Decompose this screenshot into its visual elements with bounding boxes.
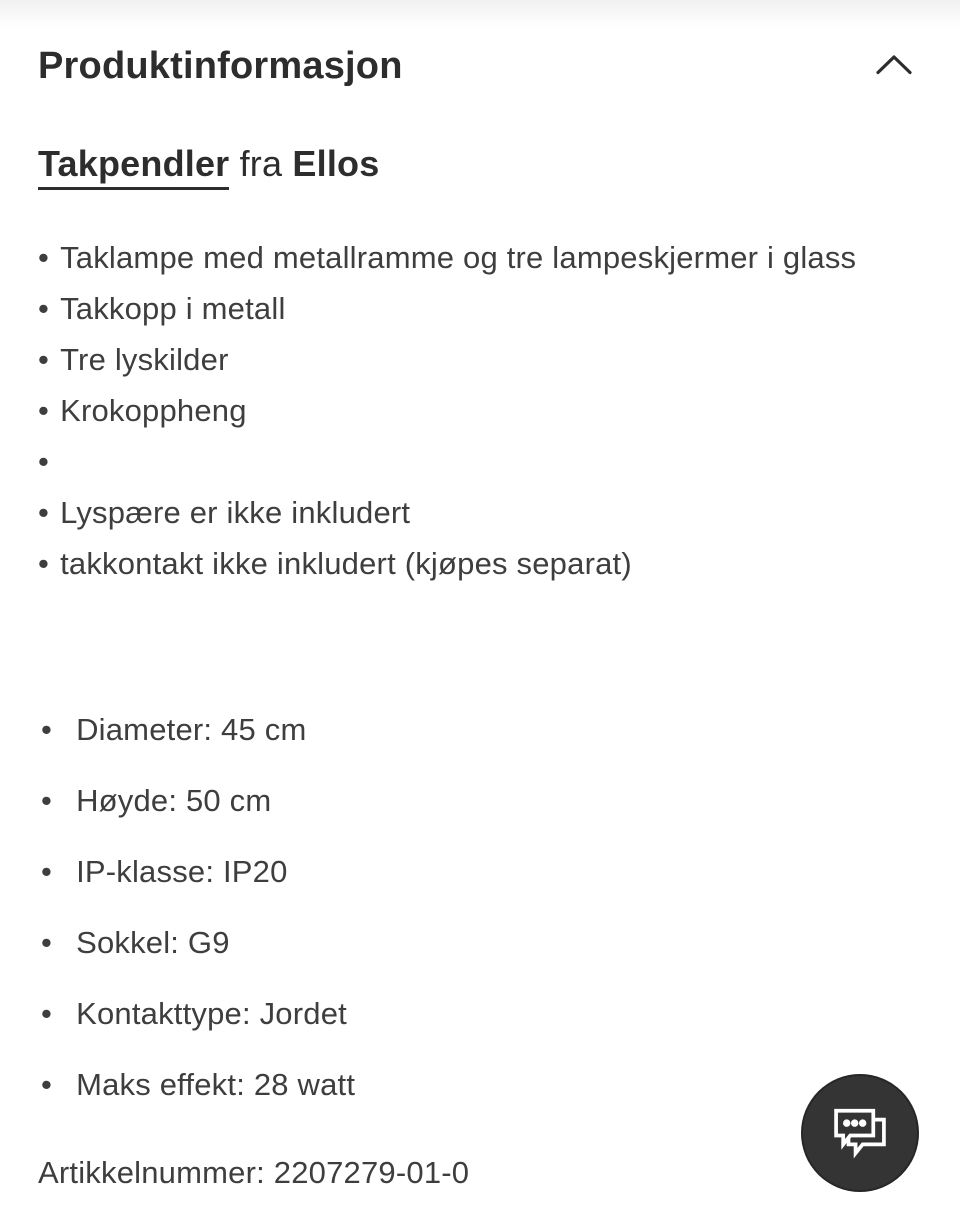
feature-item: • Lyspære er ikke inkludert (38, 487, 918, 538)
spec-item-ip-class: • IP-klasse: IP20 (38, 836, 918, 907)
spec-item-diameter: • Diameter: 45 cm (38, 694, 918, 765)
spec-list (38, 694, 918, 1120)
chat-bubbles-icon (829, 1103, 891, 1164)
article-number-label: Artikkelnummer: (38, 1155, 265, 1190)
spec-item-contact-type: • Kontakttype: Jordet (38, 978, 918, 1049)
feature-list (38, 232, 918, 589)
article-number-value: 2207279-01-0 (273, 1155, 470, 1190)
product-type-link[interactable]: Takpendler (38, 143, 229, 190)
chevron-up-icon[interactable] (876, 54, 912, 80)
feature-item: • Takkopp i metall (38, 283, 918, 334)
product-info-accordion-header[interactable] (38, 43, 916, 89)
top-shadow-fade (0, 0, 960, 30)
section-title: Produktinformasjon (38, 45, 403, 87)
feature-item: • Krokoppheng (38, 385, 918, 436)
chat-button[interactable] (801, 1074, 919, 1192)
brand-name: Ellos (292, 143, 380, 184)
article-number (38, 1153, 469, 1193)
spec-item-max-effect: • Maks effekt: 28 watt (38, 1049, 918, 1120)
spec-item-socket: • Sokkel: G9 (38, 907, 918, 978)
product-title-line (38, 141, 379, 187)
feature-item-empty (38, 436, 918, 487)
connector-text: fra (239, 143, 283, 184)
spec-item-height: • Høyde: 50 cm (38, 765, 918, 836)
feature-item: • takkontakt ikke inkludert (kjøpes separat) (38, 538, 918, 589)
feature-item: • Tre lyskilder (38, 334, 918, 385)
feature-item: • Taklampe med metallramme og tre lampeskjermer i glass (38, 232, 918, 283)
